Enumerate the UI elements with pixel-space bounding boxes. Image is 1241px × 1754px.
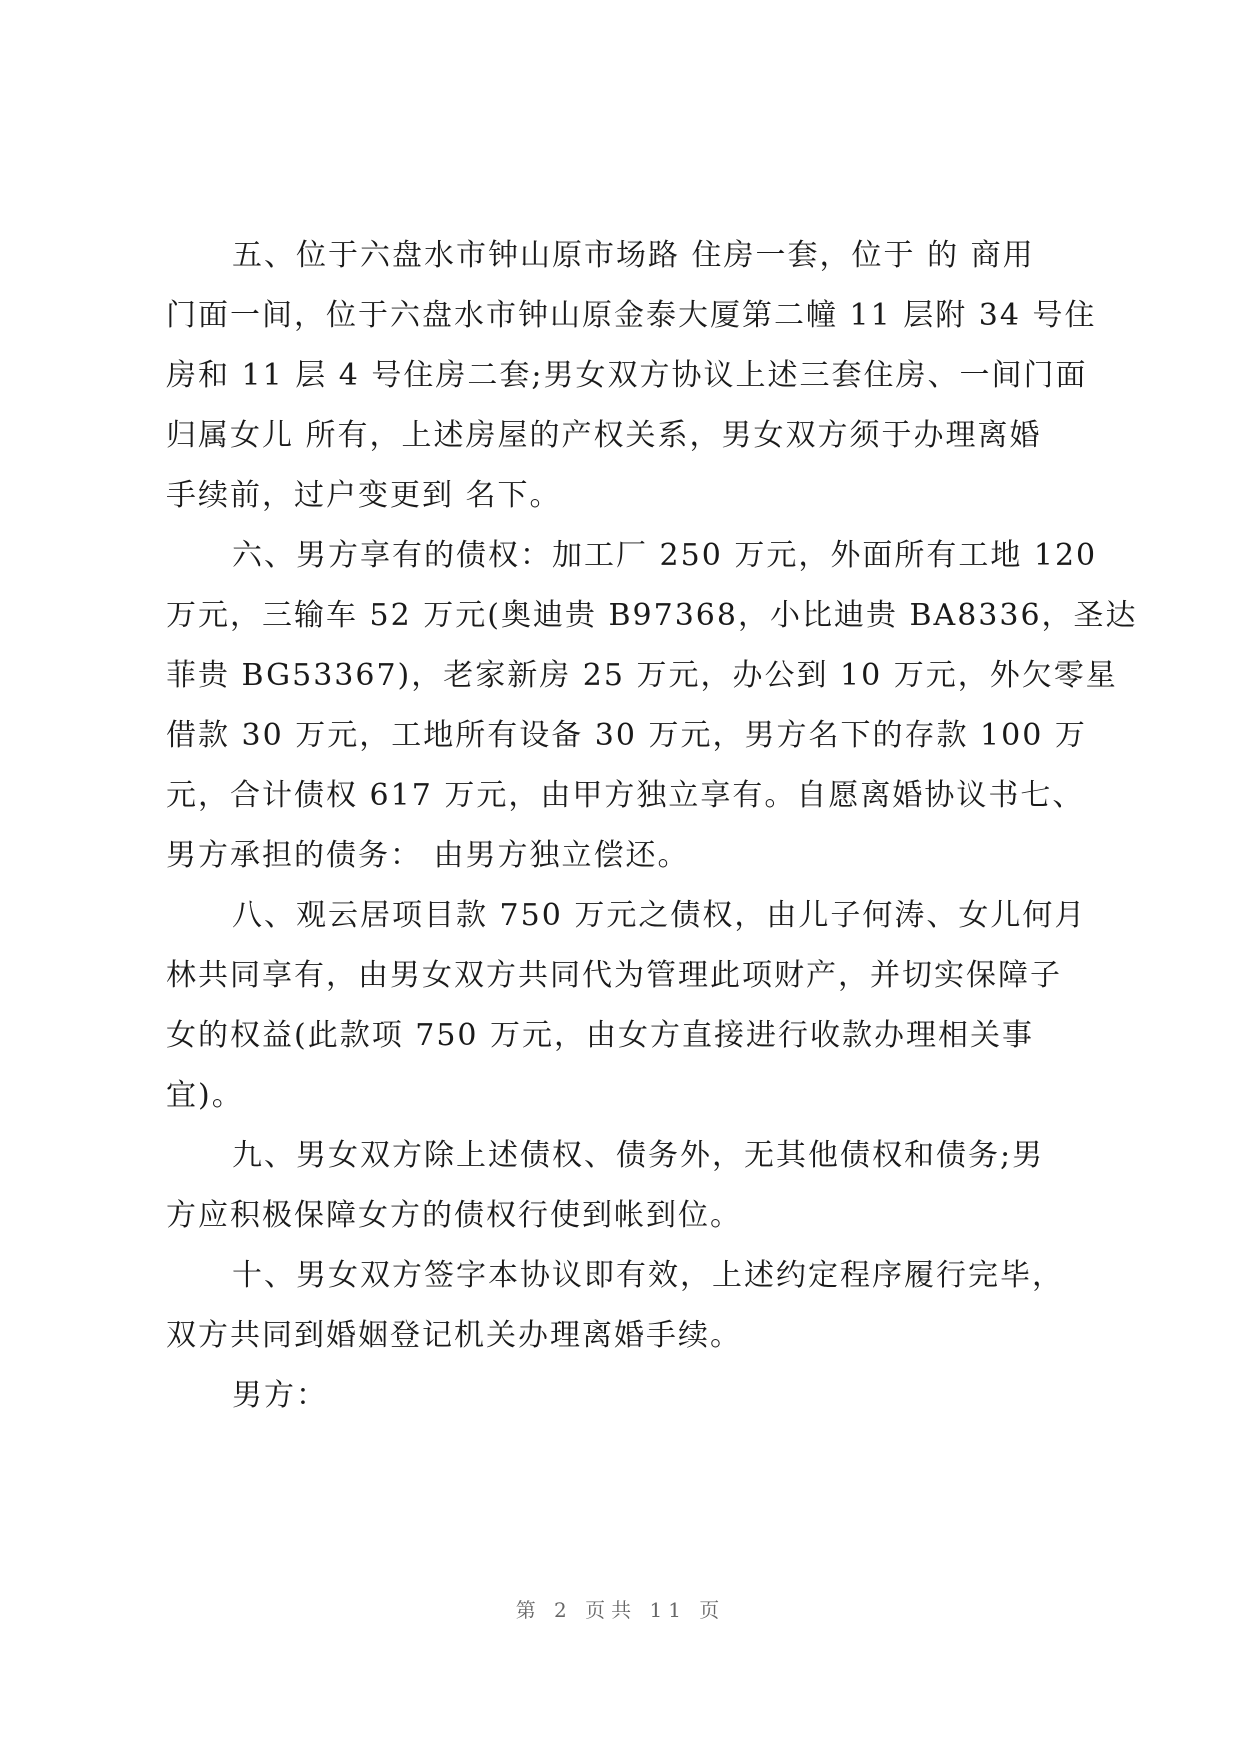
document-body xyxy=(166,226,1138,1426)
page-footer: 第 2 页共 11 页 xyxy=(515,1598,726,1622)
document-line: 万元，三输车 52 万元(奥迪贵 B97368，小比迪贵 BA8336，圣达 xyxy=(166,598,1138,633)
document-line: 菲贵 BG53367)，老家新房 25 万元，办公到 10 万元，外欠零星 xyxy=(166,658,1118,693)
document-line: 男方： xyxy=(232,1378,328,1413)
document-line: 六、男方享有的债权：加工厂 250 万元，外面所有工地 120 xyxy=(232,538,1098,573)
document-line: 九、男女双方除上述债权、债务外，无其他债权和债务;男 xyxy=(232,1138,1045,1173)
document-line: 女的权益(此款项 750 万元，由女方直接进行收款办理相关事 xyxy=(166,1018,1035,1053)
document-line: 借款 30 万元，工地所有设备 30 万元，男方名下的存款 100 万 xyxy=(166,718,1087,753)
document-line: 宜)。 xyxy=(166,1078,244,1113)
document-line: 归属女儿 所有，上述房屋的产权关系，男女双方须于办理离婚 xyxy=(166,418,1042,453)
document-line: 十、男女双方签字本协议即有效，上述约定程序履行完毕， xyxy=(232,1258,1064,1293)
document-line: 五、位于六盘水市钟山原市场路 住房一套，位于 的 商用 xyxy=(232,238,1035,273)
document-line: 林共同享有，由男女双方共同代为管理此项财产，并切实保障子 xyxy=(166,958,1062,993)
document-line: 手续前，过户变更到 名下。 xyxy=(166,478,562,513)
document-line: 八、观云居项目款 750 万元之债权，由儿子何涛、女儿何月 xyxy=(232,898,1087,933)
document-line: 元，合计债权 617 万元，由甲方独立享有。自愿离婚协议书七、 xyxy=(166,778,1085,813)
document-line: 方应积极保障女方的债权行使到帐到位。 xyxy=(166,1198,742,1233)
document-line: 门面一间，位于六盘水市钟山原金泰大厦第二幢 11 层附 34 号住 xyxy=(166,298,1097,333)
document-line: 房和 11 层 4 号住房二套;男女双方协议上述三套住房、一间门面 xyxy=(166,358,1088,393)
document-line: 男方承担的债务： 由男方独立偿还。 xyxy=(166,838,690,873)
document-line: 双方共同到婚姻登记机关办理离婚手续。 xyxy=(166,1318,742,1353)
